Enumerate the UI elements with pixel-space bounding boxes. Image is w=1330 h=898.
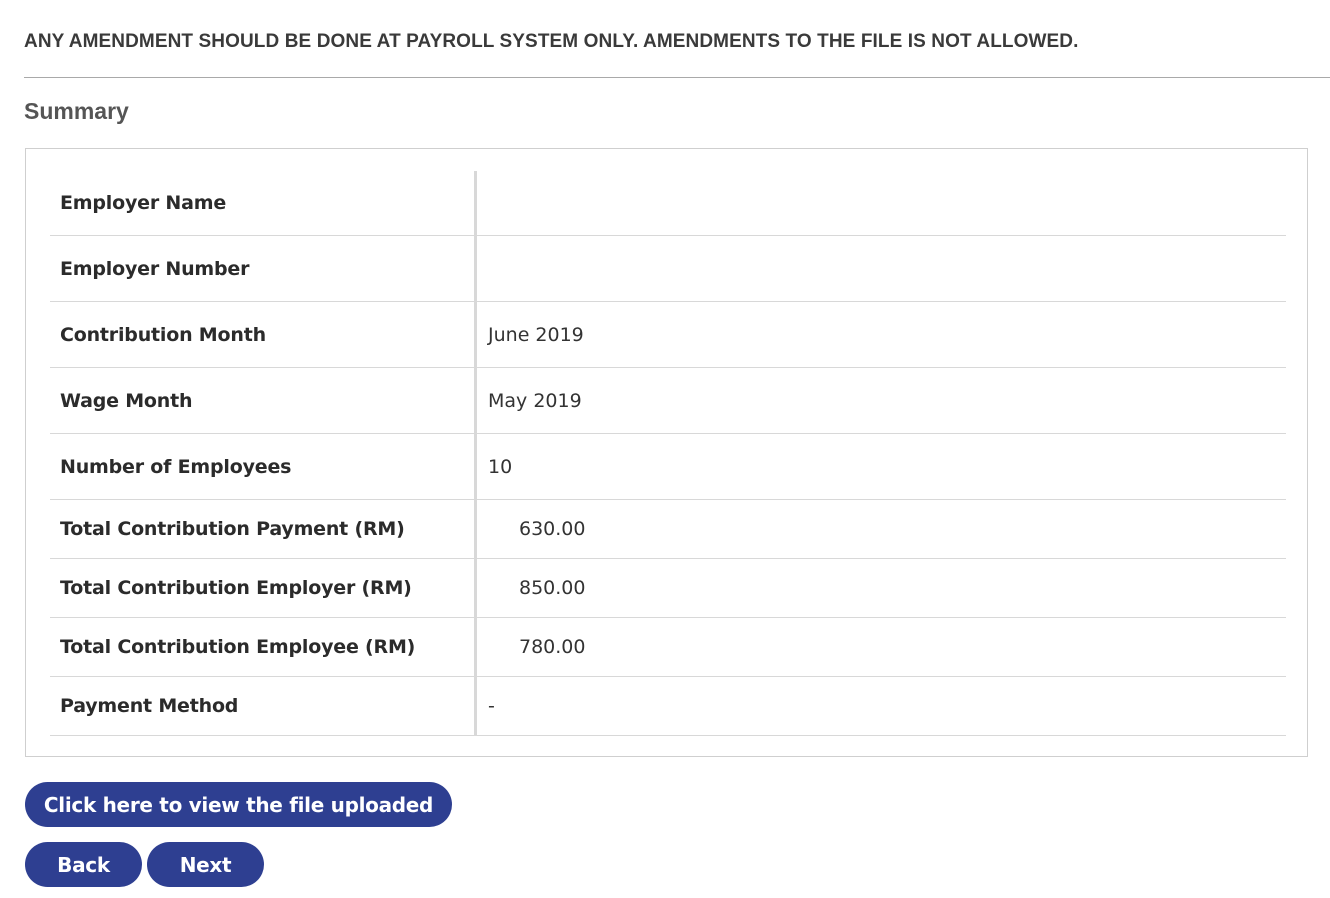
section-title-summary: Summary	[24, 98, 129, 124]
row-label: Number of Employees	[50, 434, 476, 500]
row-value: June 2019	[476, 302, 1287, 368]
view-uploaded-file-button[interactable]: Click here to view the file uploaded	[25, 782, 452, 827]
summary-table	[50, 171, 1286, 736]
row-value: 850.00	[476, 559, 1287, 618]
row-value: 780.00	[476, 618, 1287, 677]
row-value-redacted	[476, 236, 1287, 302]
divider	[24, 77, 1330, 78]
row-label: Employer Name	[50, 171, 476, 236]
back-button[interactable]: Back	[25, 842, 142, 887]
redacted-value	[488, 255, 708, 277]
row-label: Wage Month	[50, 368, 476, 434]
amendment-notice: ANY AMENDMENT SHOULD BE DONE AT PAYROLL SYSTEM ONLY. AMENDMENTS TO THE FILE IS NOT ALLOWED.	[24, 31, 1079, 52]
row-label: Total Contribution Employer (RM)	[50, 559, 476, 618]
table-row-contribution-month	[50, 302, 1286, 368]
row-label: Total Contribution Employee (RM)	[50, 618, 476, 677]
table-row-wage-month	[50, 368, 1286, 434]
table-row-employer-number	[50, 236, 1286, 302]
row-label: Total Contribution Payment (RM)	[50, 500, 476, 559]
table-row-total-contribution-payment	[50, 500, 1286, 559]
table-row-total-contribution-employer	[50, 559, 1286, 618]
row-value: -	[476, 677, 1287, 736]
table-row-number-of-employees	[50, 434, 1286, 500]
row-value: May 2019	[476, 368, 1287, 434]
row-label: Employer Number	[50, 236, 476, 302]
table-row-payment-method	[50, 677, 1286, 736]
row-value: 10	[476, 434, 1287, 500]
row-value-redacted	[476, 171, 1287, 236]
table-row-employer-name	[50, 171, 1286, 236]
row-label: Payment Method	[50, 677, 476, 736]
row-label: Contribution Month	[50, 302, 476, 368]
next-button[interactable]: Next	[147, 842, 264, 887]
redacted-value	[488, 190, 708, 212]
row-value: 630.00	[476, 500, 1287, 559]
summary-panel	[25, 148, 1308, 757]
table-row-total-contribution-employee	[50, 618, 1286, 677]
